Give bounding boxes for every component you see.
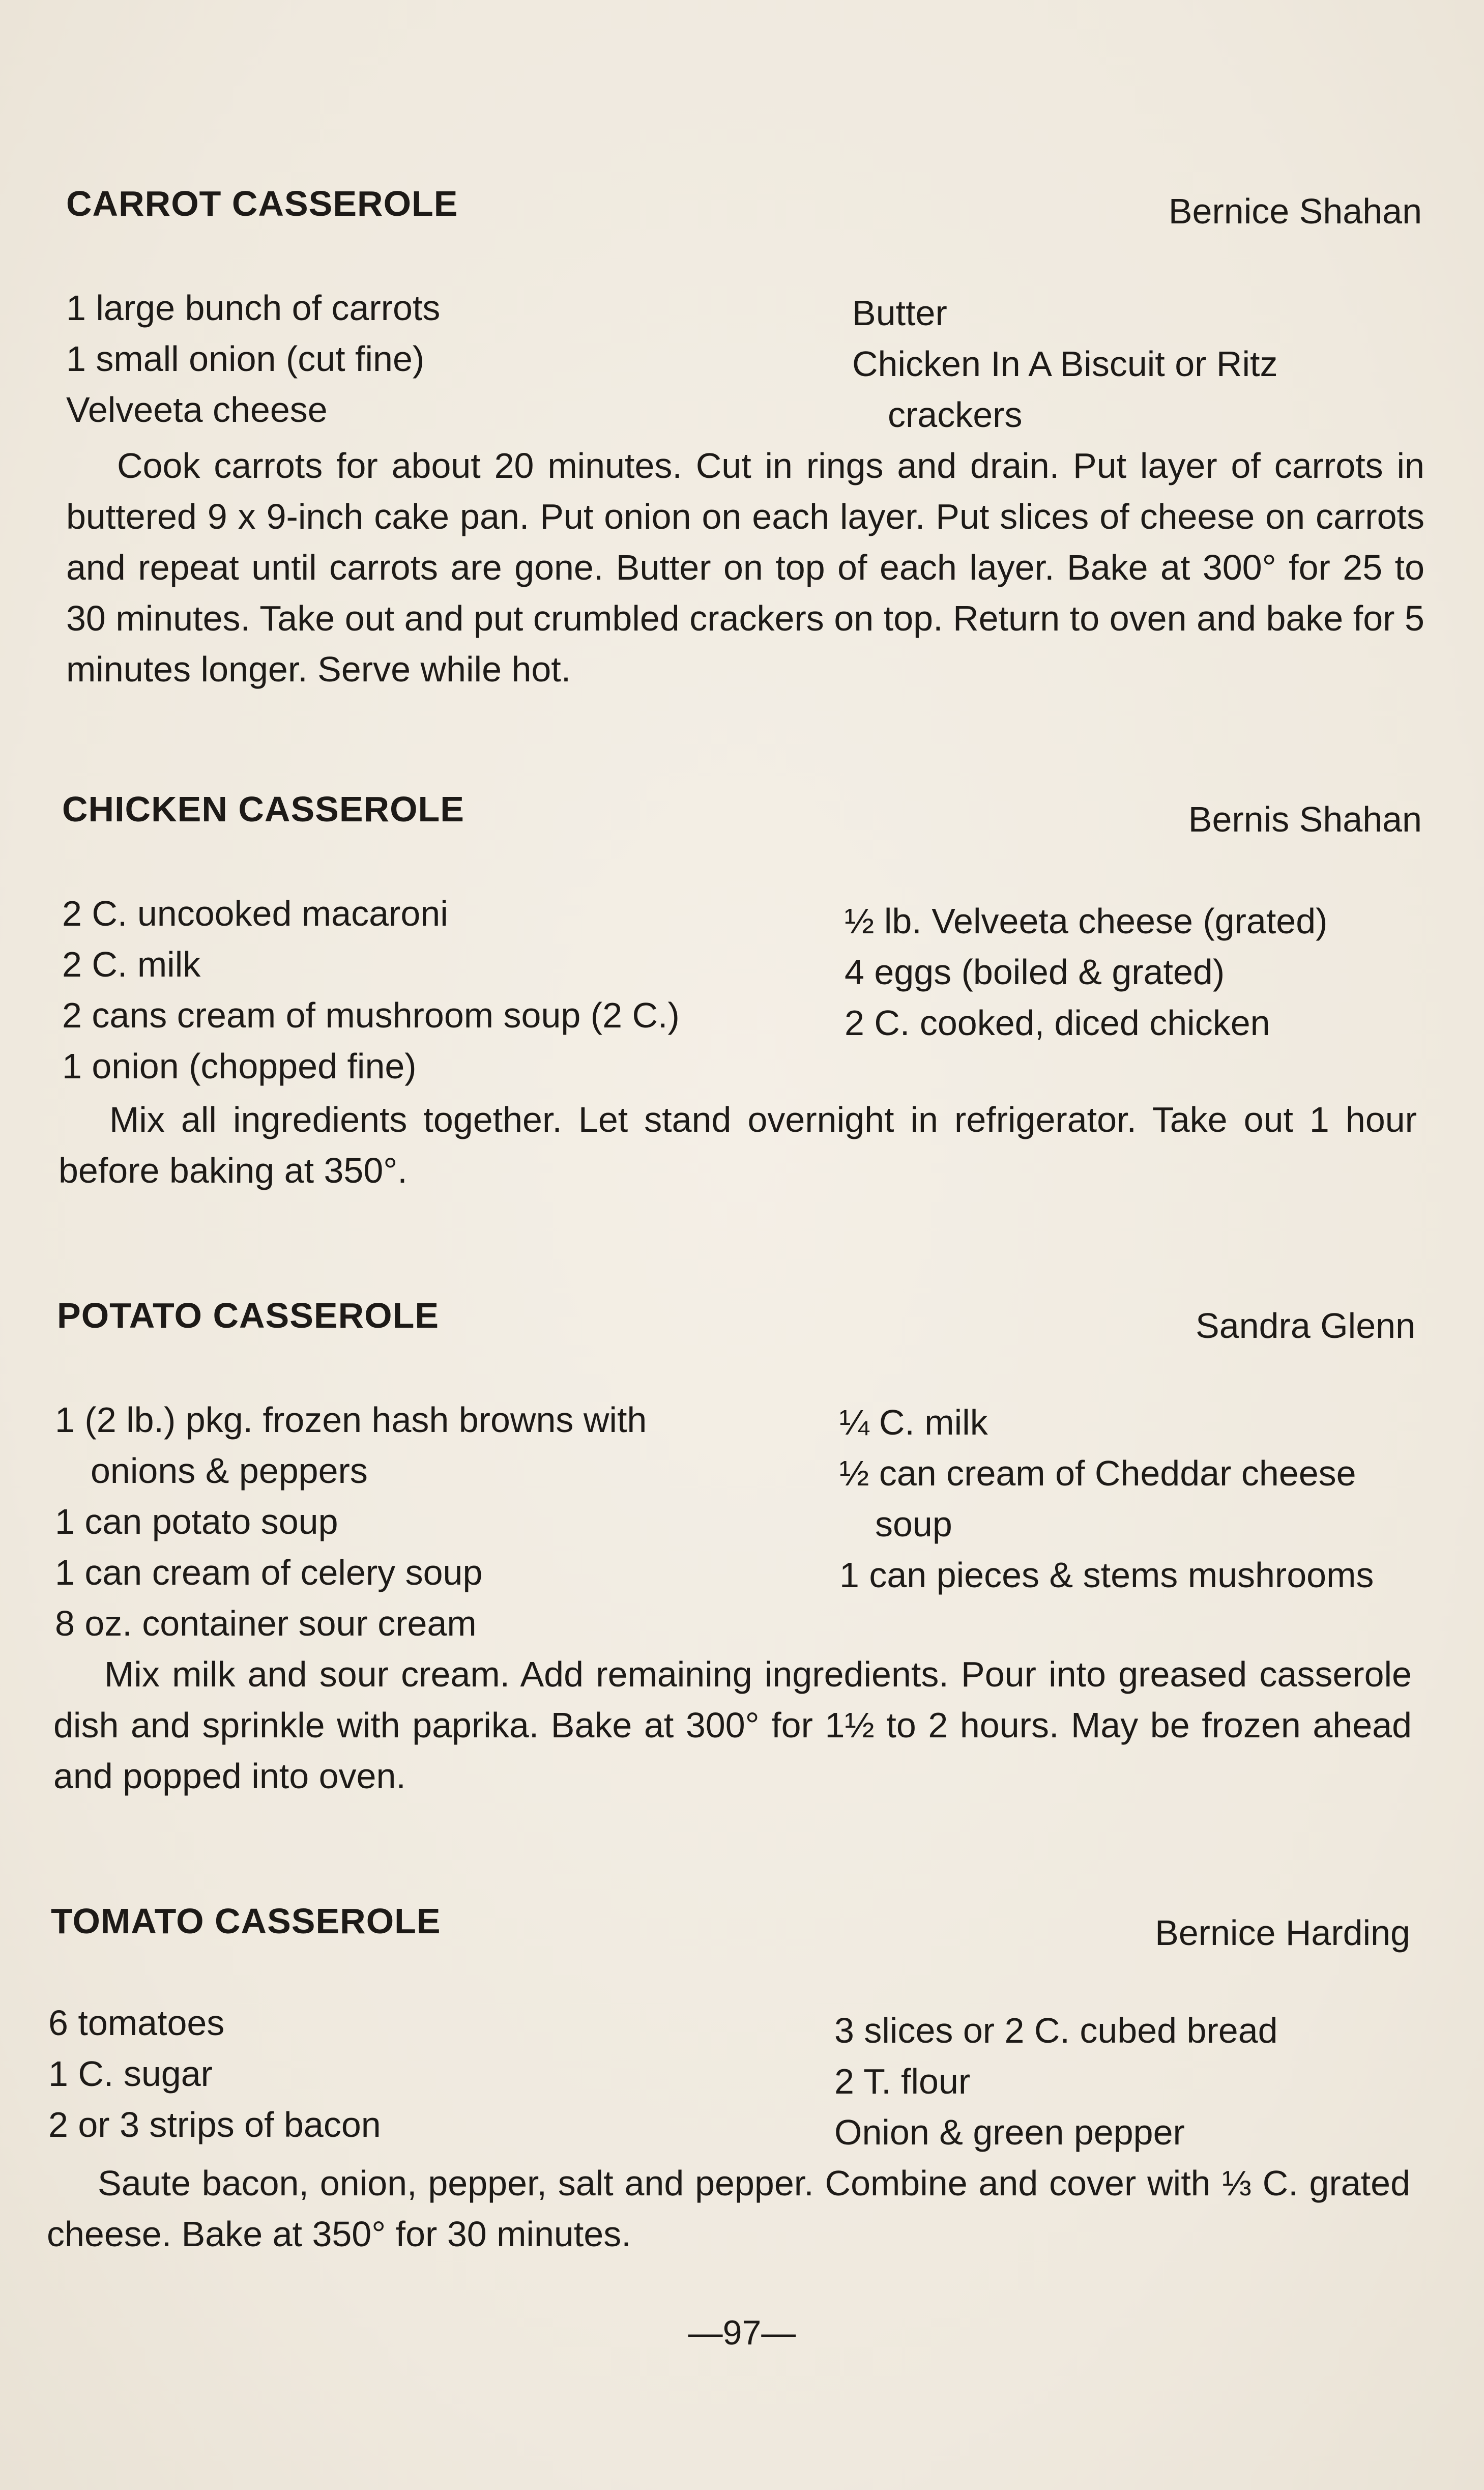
- ingredient: ¼ C. milk: [839, 1403, 988, 1442]
- ingredient: 1 onion (chopped fine): [62, 1046, 417, 1086]
- ingredient: 1 small onion (cut fine): [66, 339, 425, 379]
- ingredient: 2 C. cooked, diced chicken: [845, 1003, 1270, 1043]
- ingredient: ½ can cream of Cheddar cheese: [839, 1453, 1356, 1493]
- ingredients-right: [852, 288, 1277, 440]
- ingredients-left: [48, 1997, 381, 2150]
- recipe-method: [53, 1649, 1412, 1801]
- ingredient: 8 oz. container sour cream: [55, 1604, 477, 1643]
- recipe-title: CARROT CASSEROLE: [66, 184, 458, 223]
- recipe-title: TOMATO CASSEROLE: [51, 1901, 441, 1941]
- method-text: Cook carrots for about 20 minutes. Cut in rings and drain. Put layer of carrots in buttered 9 x 9-inch cake pan. Put onion on each layer. Put slices of cheese on carrots and repeat until carrots are gone. Butter on top of each layer. Bake at 300° for 25 to 30 minutes. Take out and put crumbled crackers on top. Return to oven and bake for 5 minutes longer. Serve while hot.: [66, 446, 1424, 689]
- recipe-method: [66, 440, 1424, 695]
- recipe-method: [47, 2158, 1410, 2259]
- method-text: Mix milk and sour cream. Add remaining ingredients. Pour into greased casserole dish and sprinkle with paprika. Bake at 300° for 1½ to 2 hours. May be frozen ahead and popped into oven.: [53, 1654, 1412, 1796]
- recipe-author: Bernis Shahan: [1188, 799, 1422, 839]
- recipe-author: Bernice Shahan: [1168, 191, 1422, 231]
- recipe-author: Bernice Harding: [1155, 1913, 1410, 1953]
- ingredient: soup: [875, 1504, 952, 1544]
- ingredient: onions & peppers: [91, 1451, 368, 1491]
- recipe-method: [59, 1094, 1417, 1196]
- ingredient: 1 can potato soup: [55, 1502, 338, 1541]
- ingredient: 3 slices or 2 C. cubed bread: [834, 2011, 1278, 2050]
- ingredients-left: [66, 282, 440, 435]
- ingredient: Chicken In A Biscuit or Ritz: [852, 344, 1278, 384]
- ingredient: 1 can pieces & stems mushrooms: [839, 1555, 1374, 1595]
- method-text: Mix all ingredients together. Let stand overnight in refrigerator. Take out 1 hour before baking at 350°.: [59, 1100, 1417, 1190]
- ingredient: 1 C. sugar: [48, 2054, 213, 2094]
- ingredient: ½ lb. Velveeta cheese (grated): [845, 901, 1328, 941]
- ingredient: Velveeta cheese: [66, 390, 328, 430]
- ingredient: crackers: [888, 395, 1023, 435]
- ingredient: 1 can cream of celery soup: [55, 1553, 483, 1592]
- ingredient: Onion & green pepper: [834, 2112, 1185, 2152]
- ingredient: Butter: [852, 293, 947, 333]
- ingredient: 1 large bunch of carrots: [66, 288, 441, 328]
- recipe-title: CHICKEN CASSEROLE: [62, 789, 464, 829]
- ingredients-right: [834, 2005, 1278, 2158]
- ingredients-left: [62, 888, 680, 1092]
- ingredients-right: [839, 1397, 1374, 1600]
- method-text: Saute bacon, onion, pepper, salt and pepper. Combine and cover with ⅓ C. grated cheese. Bake at 350° for 30 minutes.: [47, 2163, 1410, 2254]
- ingredient: 6 tomatoes: [48, 2003, 225, 2043]
- ingredient: 2 cans cream of mushroom soup (2 C.): [62, 995, 680, 1035]
- ingredient: 2 C. uncooked macaroni: [62, 894, 448, 933]
- ingredient: 2 T. flour: [834, 2062, 971, 2101]
- ingredients-left: [55, 1394, 647, 1649]
- recipe-author: Sandra Glenn: [1196, 1306, 1415, 1346]
- ingredients-right: [845, 896, 1327, 1048]
- ingredient: 1 (2 lb.) pkg. frozen hash browns with: [55, 1400, 647, 1440]
- ingredient: 2 or 3 strips of bacon: [48, 2105, 381, 2144]
- page-number: —97—: [688, 2313, 796, 2352]
- recipe-title: POTATO CASSEROLE: [57, 1296, 440, 1335]
- ingredient: 4 eggs (boiled & grated): [845, 952, 1225, 992]
- ingredient: 2 C. milk: [62, 945, 201, 984]
